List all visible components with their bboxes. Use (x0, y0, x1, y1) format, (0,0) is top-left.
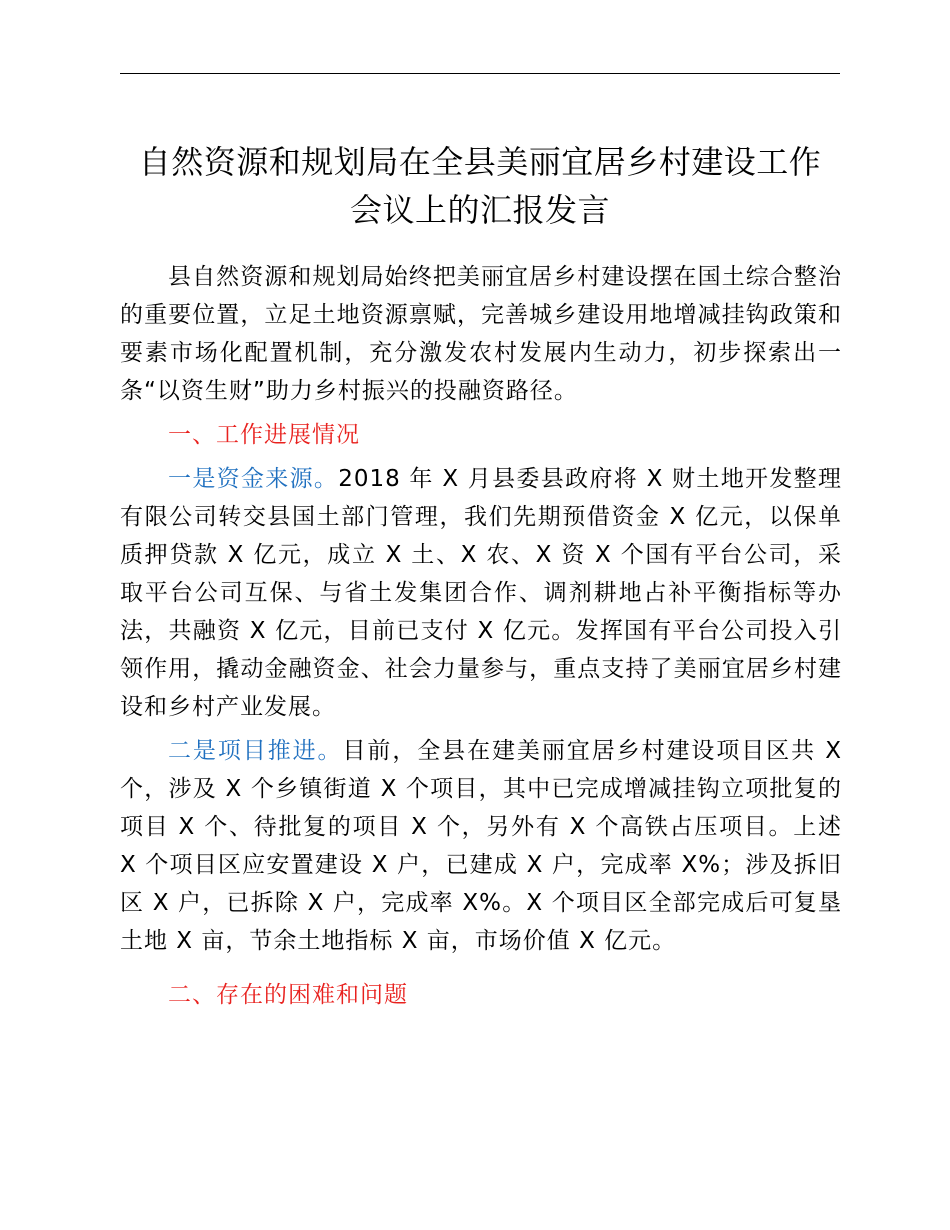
section-heading-progress: 一、工作进展情况 (168, 422, 360, 448)
document-body (120, 258, 842, 1020)
title-line-2: 会议上的汇报发言 (349, 191, 610, 229)
lead-funding: 一是资金来源。 (168, 466, 339, 492)
paragraph-projects (120, 732, 842, 960)
header-rule (120, 73, 840, 74)
intro-paragraph: 县自然资源和规划局始终把美丽宜居乡村建设摆在国土综合整治的重要位置，立足土地资源禀赋，完善城乡建设用地增减挂钩政策和要素市场化配置机制，充分激发农村发展内生动力，初步探索出一条“以资生财”助力乡村振兴的投融资路径。 (120, 264, 842, 404)
text-projects: 目前，全县在建美丽宜居乡村建设项目区共 X 个，涉及 X 个乡镇街道 X 个项目，其中已完成增减挂钩立项批复的项目 X 个、待批复的项目 X 个，另外有 X 个高铁占压项目。上述 X 个项目区应安置建设 X 户，已建成 X 户，完成率 X%；涉及拆旧区 X 户，已拆除 X 户，完成率 X%。X 个项目区全部完成后可复垦土地 X 亩，节余土地指标 X 亩，市场价值 X 亿元。 (120, 738, 842, 954)
section-heading-problems: 二、存在的困难和问题 (168, 982, 408, 1008)
paragraph-funding (120, 460, 842, 726)
lead-projects: 二是项目推进。 (168, 738, 343, 764)
text-funding: 2018 年 X 月县委县政府将 X 财土地开发整理有限公司转交县国土部门管理，我们先期预借资金 X 亿元，以保单质押贷款 X 亿元，成立 X 土、X 农、X 资 X 个国有平台公司，采取平台公司互保、与省土发集团合作、调剂耕地占补平衡指标等办法，共融资 X 亿元，目前已支付 X 亿元。发挥国有平台公司投入引领作用，撬动金融资金、社会力量参与，重点支持了美丽宜居乡村建设和乡村产业发展。 (120, 466, 842, 720)
title-line-1: 自然资源和规划局在全县美丽宜居乡村建设工作 (138, 143, 822, 181)
document-title (110, 138, 850, 234)
